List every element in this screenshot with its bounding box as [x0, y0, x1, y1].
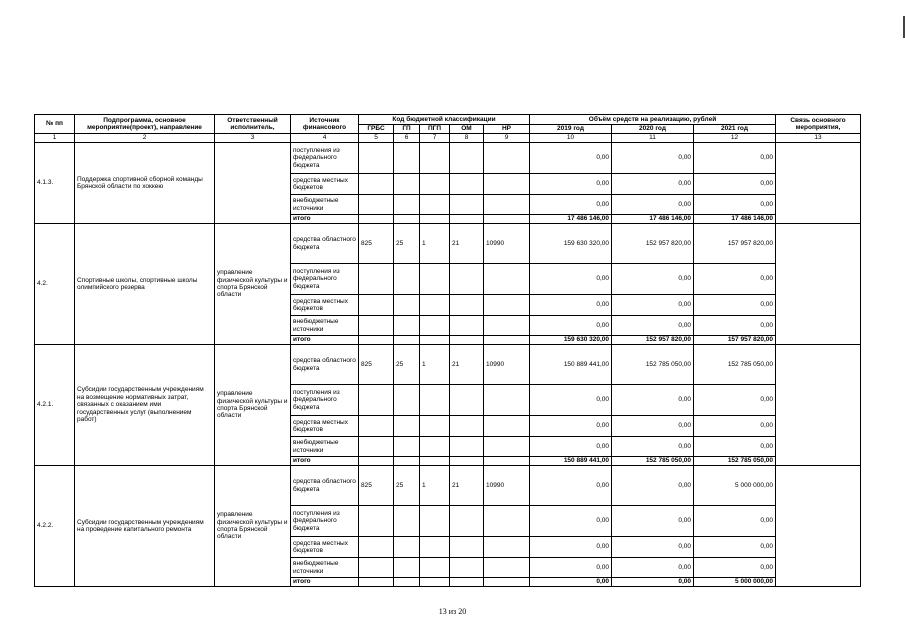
value-2019: 150 889 441,00 [530, 345, 612, 385]
value-2021: 0,00 [694, 295, 776, 316]
code-grbs: 825 [359, 466, 394, 506]
source-regional: средства областного бюджета [291, 345, 359, 385]
header-source: Источник финансового [291, 115, 359, 134]
source-local: средства местных бюджетов [291, 537, 359, 558]
value-2020: 0,00 [612, 385, 694, 416]
header-grbs: ГРБС [359, 125, 394, 134]
col-num-2: 2 [75, 134, 215, 143]
value-2021: 0,00 [694, 316, 776, 336]
value-2021: 152 785 050,00 [694, 345, 776, 385]
code-nr: 10990 [484, 466, 530, 506]
total-2019: 0,00 [530, 578, 612, 587]
code-gp: 25 [394, 466, 420, 506]
link-cell [776, 466, 861, 587]
col-num-6: 6 [394, 134, 420, 143]
code-pgp: 1 [420, 466, 450, 506]
source-local: средства местных бюджетов [291, 295, 359, 316]
source-extra: внебюджетные источники [291, 558, 359, 578]
value-2020: 0,00 [612, 264, 694, 295]
source-federal: поступления из федерального бюджета [291, 506, 359, 537]
header-2019: 2019 год [530, 125, 612, 134]
code-pgp: 1 [420, 224, 450, 264]
total-2020: 152 957 820,00 [612, 336, 694, 345]
header-volume: Объём средств на реализацию, рублей [530, 115, 776, 125]
col-num-11: 11 [612, 134, 694, 143]
value-2021: 0,00 [694, 558, 776, 578]
value-2021: 0,00 [694, 264, 776, 295]
value-2019: 0,00 [530, 316, 612, 336]
responsible-cell: управление физической культуры и спорта Брянской области [215, 345, 291, 466]
value-2019: 0,00 [530, 416, 612, 437]
source-total: итого [291, 336, 359, 345]
value-2020: 0,00 [612, 506, 694, 537]
total-2020: 17 486 146,00 [612, 215, 694, 224]
col-num-7: 7 [420, 134, 450, 143]
source-total: итого [291, 578, 359, 587]
value-2021: 0,00 [694, 537, 776, 558]
source-federal: поступления из федерального бюджета [291, 264, 359, 295]
value-2021: 0,00 [694, 416, 776, 437]
source-total: итого [291, 215, 359, 224]
value-2021: 157 957 820,00 [694, 224, 776, 264]
value-2021: 0,00 [694, 195, 776, 215]
item-name: Поддержка спортивной сборной команды Брянской области по хоккею [75, 143, 215, 224]
source-regional: средства областного бюджета [291, 466, 359, 506]
code-gp: 25 [394, 224, 420, 264]
code-nr: 10990 [484, 345, 530, 385]
total-2021: 152 785 050,00 [694, 457, 776, 466]
value-2021: 0,00 [694, 143, 776, 174]
value-2020: 0,00 [612, 174, 694, 195]
total-2021: 5 000 000,00 [694, 578, 776, 587]
header-om: ОМ [450, 125, 484, 134]
value-2020: 0,00 [612, 537, 694, 558]
item-name: Субсидии государственным учреждениям на возмещение нормативных затрат, связанных с оказанием ими государственных услуг (выполнением работ) [75, 345, 215, 466]
value-2019: 0,00 [530, 506, 612, 537]
header-pgp: ПГП [420, 125, 450, 134]
table-row [35, 224, 861, 264]
item-name: Субсидии государственным учреждениям на проведение капитального ремонта [75, 466, 215, 587]
source-regional: средства областного бюджета [291, 224, 359, 264]
table-row [35, 345, 861, 385]
table-row [35, 466, 861, 506]
col-num-13: 13 [776, 134, 861, 143]
item-number: 4.1.3. [35, 143, 75, 224]
code-om: 21 [450, 345, 484, 385]
total-2020: 0,00 [612, 578, 694, 587]
link-cell [776, 143, 861, 224]
header-program: Подпрограмма, основное мероприятие(проект), направление [75, 115, 215, 134]
item-number: 4.2.1. [35, 345, 75, 466]
code-om: 21 [450, 466, 484, 506]
item-number: 4.2.2. [35, 466, 75, 587]
total-2020: 152 785 050,00 [612, 457, 694, 466]
code-nr: 10990 [484, 224, 530, 264]
value-2021: 0,00 [694, 174, 776, 195]
source-extra: внебюджетные источники [291, 195, 359, 215]
header-budget-code: Код бюджетной классификации [359, 115, 530, 125]
header-gp: ГП [394, 125, 420, 134]
code-grbs: 825 [359, 345, 394, 385]
value-2020: 0,00 [612, 295, 694, 316]
value-2020: 0,00 [612, 416, 694, 437]
source-federal: поступления из федерального бюджета [291, 143, 359, 174]
value-2019: 159 630 320,00 [530, 224, 612, 264]
responsible-cell: управление физической культуры и спорта Брянской области [215, 224, 291, 345]
source-local: средства местных бюджетов [291, 416, 359, 437]
value-2019: 0,00 [530, 143, 612, 174]
value-2019: 0,00 [530, 558, 612, 578]
code-grbs: 825 [359, 224, 394, 264]
col-num-3: 3 [215, 134, 291, 143]
source-extra: внебюджетные источники [291, 316, 359, 336]
col-num-12: 12 [694, 134, 776, 143]
header-nr: НР [484, 125, 530, 134]
value-2020: 0,00 [612, 466, 694, 506]
header-responsible: Ответственный исполнитель, [215, 115, 291, 134]
value-2019: 0,00 [530, 466, 612, 506]
total-2021: 17 486 146,00 [694, 215, 776, 224]
col-num-8: 8 [450, 134, 484, 143]
item-name: Спортивные школы, спортивные школы олимпийского резерва [75, 224, 215, 345]
value-2019: 0,00 [530, 264, 612, 295]
code-om: 21 [450, 224, 484, 264]
col-num-1: 1 [35, 134, 75, 143]
value-2020: 0,00 [612, 437, 694, 457]
value-2020: 0,00 [612, 143, 694, 174]
responsible-cell: управление физической культуры и спорта Брянской области [215, 466, 291, 587]
value-2019: 0,00 [530, 537, 612, 558]
item-number: 4.2. [35, 224, 75, 345]
page-number: 13 из 20 [438, 607, 467, 616]
header-no: № пп [35, 115, 75, 134]
link-cell [776, 345, 861, 466]
value-2019: 0,00 [530, 295, 612, 316]
responsible-cell [215, 143, 291, 224]
value-2020: 0,00 [612, 195, 694, 215]
total-2019: 150 889 441,00 [530, 457, 612, 466]
total-2019: 17 486 146,00 [530, 215, 612, 224]
source-local: средства местных бюджетов [291, 174, 359, 195]
source-total: итого [291, 457, 359, 466]
budget-table [34, 114, 861, 587]
col-num-10: 10 [530, 134, 612, 143]
source-extra: внебюджетные источники [291, 437, 359, 457]
table-row [35, 143, 861, 174]
header-link: Связь основного мероприятия, [776, 115, 861, 134]
value-2019: 0,00 [530, 385, 612, 416]
value-2019: 0,00 [530, 195, 612, 215]
value-2019: 0,00 [530, 437, 612, 457]
value-2021: 0,00 [694, 437, 776, 457]
value-2020: 152 957 820,00 [612, 224, 694, 264]
code-pgp: 1 [420, 345, 450, 385]
value-2020: 152 785 050,00 [612, 345, 694, 385]
header-2021: 2021 год [694, 125, 776, 134]
value-2021: 0,00 [694, 506, 776, 537]
col-num-4: 4 [291, 134, 359, 143]
code-gp: 25 [394, 345, 420, 385]
header-2020: 2020 год [612, 125, 694, 134]
value-2020: 0,00 [612, 558, 694, 578]
link-cell [776, 224, 861, 345]
total-2019: 159 630 320,00 [530, 336, 612, 345]
value-2020: 0,00 [612, 316, 694, 336]
col-num-5: 5 [359, 134, 394, 143]
total-2021: 157 957 820,00 [694, 336, 776, 345]
col-num-9: 9 [484, 134, 530, 143]
value-2019: 0,00 [530, 174, 612, 195]
source-federal: поступления из федерального бюджета [291, 385, 359, 416]
value-2021: 5 000 000,00 [694, 466, 776, 506]
value-2021: 0,00 [694, 385, 776, 416]
